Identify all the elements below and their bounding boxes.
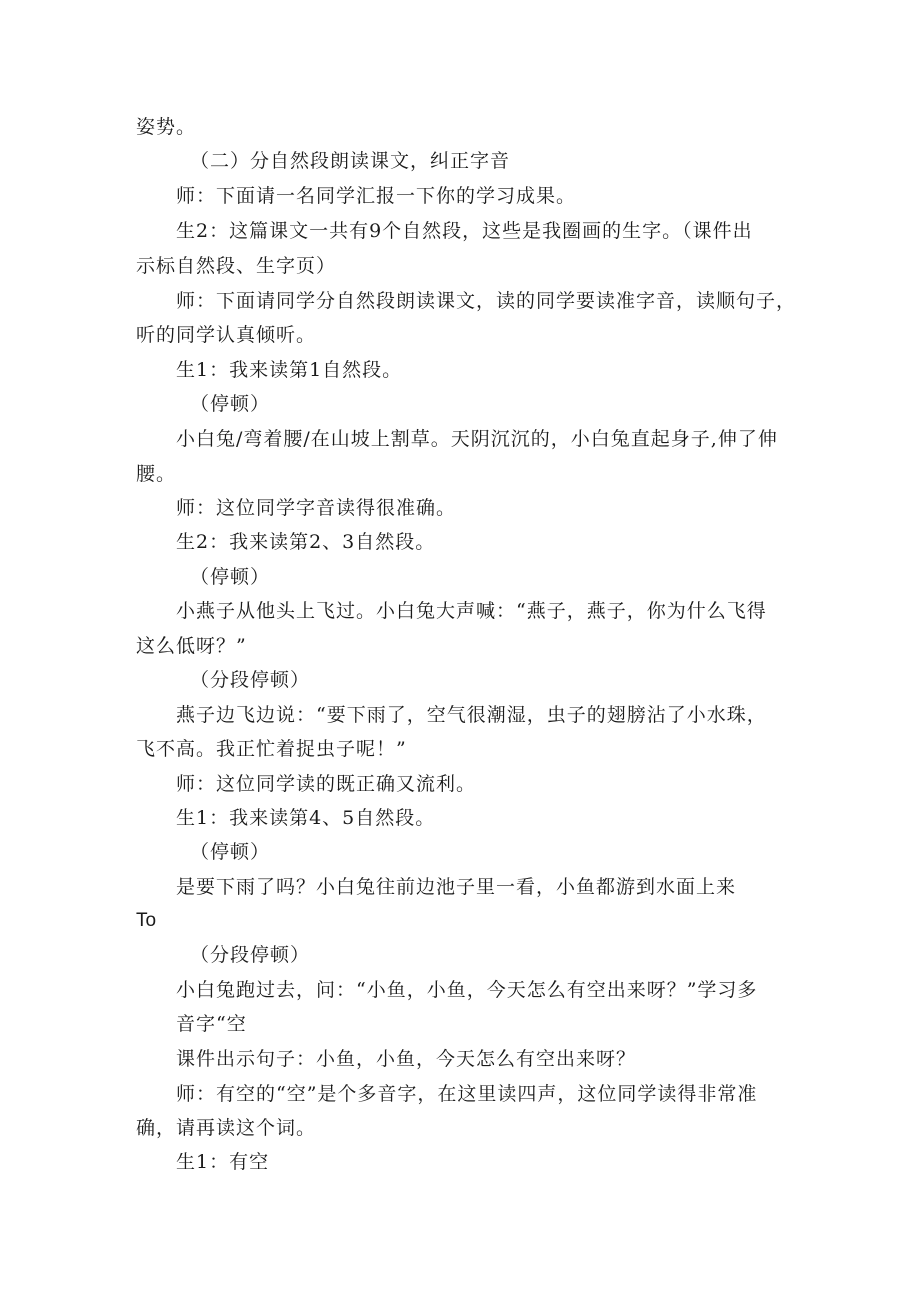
text-line: 确，请再读这个词。 — [136, 1117, 317, 1139]
text-line: 课件出示句子：小鱼，小鱼，今天怎么有空出来呀？ — [176, 1048, 637, 1070]
section-heading: （二）分自然段朗读课文，纠正字音 — [190, 150, 511, 172]
text-line: 师：下面请同学分自然段朗读课文，读的同学要读准字音，读顺句子， — [176, 290, 797, 312]
text-line: 腰。 — [136, 463, 177, 485]
text-line: 生1：我来读第1自然段。 — [176, 359, 403, 381]
text-line: 燕子边飞边说：“要下雨了，空气很潮湿，虫子的翅膀沾了小水珠， — [176, 704, 767, 726]
stage-direction: （分段停顿） — [190, 669, 311, 691]
text-line: 飞不高。我正忙着捉虫子呢！” — [136, 738, 407, 760]
text-line: 小白兔/弯着腰/在山坡上割草。天阴沉沉的，小白兔直起身子,伸了伸 — [176, 428, 778, 450]
text-line: 师：这位同学字音读得很准确。 — [176, 497, 457, 519]
text-line: 生2：这篇课文一共有9个自然段，这些是我圈画的生字。（课件出 — [176, 220, 753, 242]
text-line: 生1：我来读第4、5自然段。 — [176, 807, 436, 829]
text-line: To — [136, 910, 157, 931]
text-line: 生2：我来读第2、3自然段。 — [176, 531, 436, 553]
text-line: 音字“空 — [176, 1013, 247, 1035]
stage-direction: （停顿） — [190, 566, 271, 588]
stage-direction: （停顿） — [190, 841, 271, 863]
stage-direction: （分段停顿） — [190, 944, 311, 966]
text-line: 师：有空的“空”是个多音字，在这里读四声，这位同学读得非常准 — [176, 1083, 758, 1105]
text-line: 姿势。 — [136, 116, 197, 138]
text-line: 师：下面请一名同学汇报一下你的学习成果。 — [176, 185, 577, 207]
text-line: 这么低呀？” — [136, 635, 247, 657]
stage-direction: （停顿） — [190, 393, 271, 415]
text-line: 小白兔跑过去，问：“小鱼，小鱼，今天怎么有空出来呀？”学习多 — [176, 979, 758, 1001]
text-line: 听的同学认真倾听。 — [136, 324, 317, 346]
text-line: 小燕子从他头上飞过。小白兔大声喊：“燕子，燕子，你为什么飞得 — [176, 600, 767, 622]
text-line: 生1：有空 — [176, 1151, 270, 1173]
text-line: 师：这位同学读的既正确又流利。 — [176, 773, 477, 795]
text-line: 示标自然段、生字页） — [136, 255, 337, 277]
text-line: 是要下雨了吗？小白兔往前边池子里一看，小鱼都游到水面上来 — [176, 876, 737, 898]
